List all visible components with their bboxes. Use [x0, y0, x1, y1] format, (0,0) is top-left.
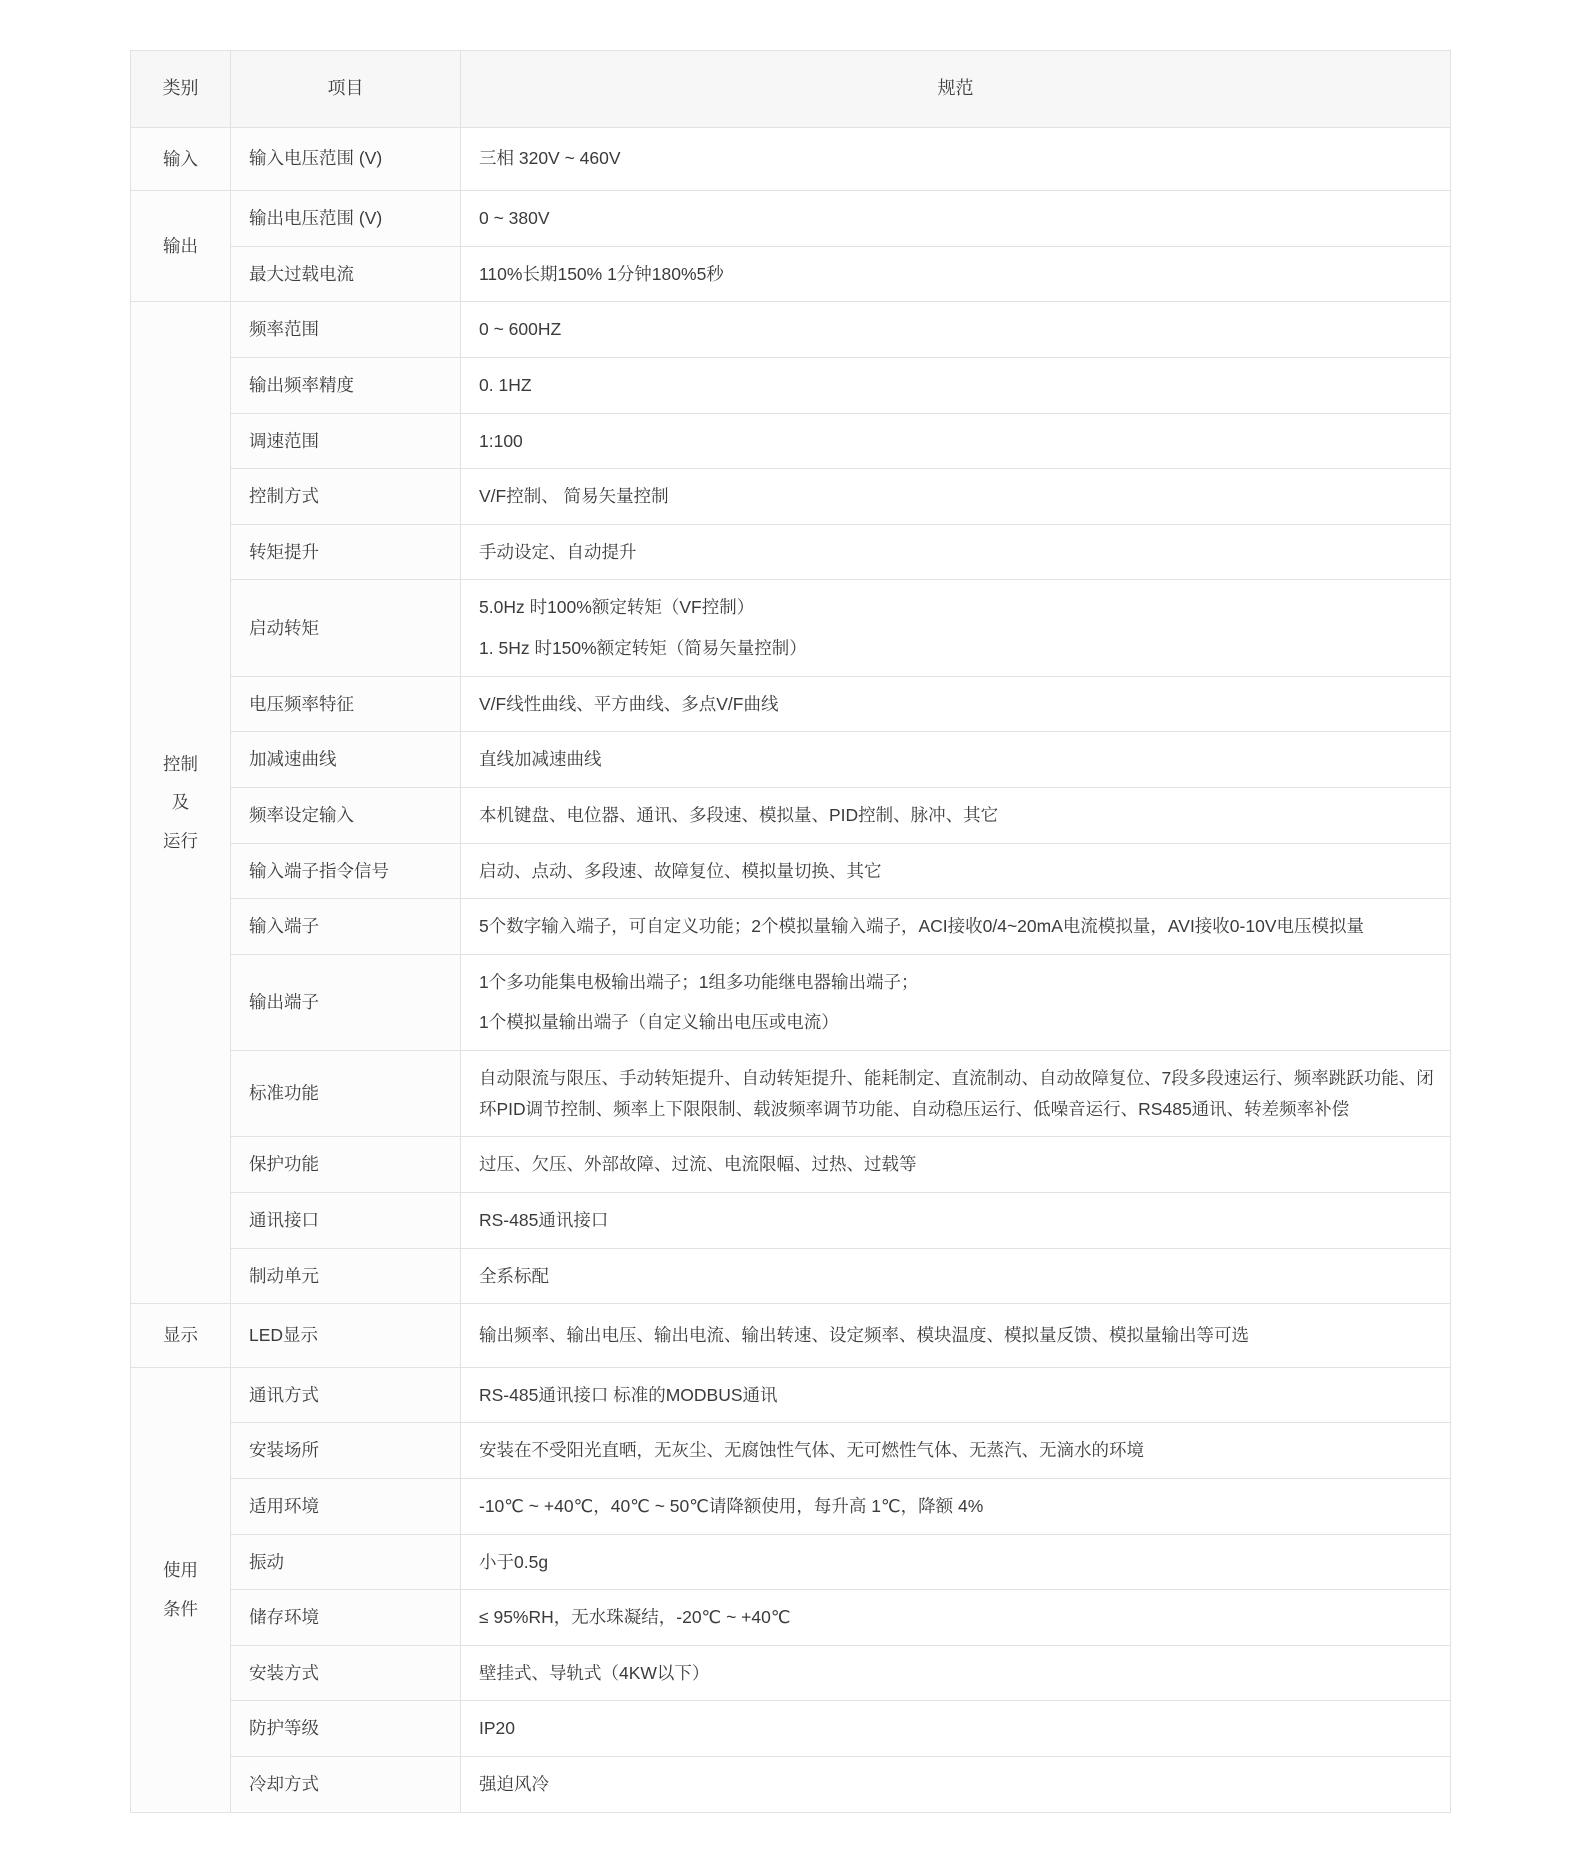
- table-row: [131, 1645, 1451, 1701]
- table-header: [131, 51, 1451, 128]
- row-spec-cell: [461, 357, 1451, 413]
- column-header-spec: 规范: [461, 51, 1451, 128]
- row-spec-cell: [461, 1367, 1451, 1423]
- table-row: [131, 1051, 1451, 1137]
- row-item-cell: 安装方式: [231, 1645, 461, 1701]
- spec-line: 启动、点动、多段速、故障复位、模拟量切换、其它: [479, 860, 882, 881]
- row-spec-cell: [461, 413, 1451, 469]
- row-item-cell: 控制方式: [231, 469, 461, 525]
- row-item-cell: 频率设定输入: [231, 787, 461, 843]
- spec-line: 1个模拟量输出端子（自定义输出电压或电流）: [479, 1012, 839, 1033]
- table-row: [131, 676, 1451, 732]
- row-item-cell: 适用环境: [231, 1478, 461, 1534]
- table-row: [131, 1478, 1451, 1534]
- row-item-cell: 储存环境: [231, 1590, 461, 1646]
- spec-line: IP20: [479, 1718, 515, 1739]
- row-item-cell: LED显示: [231, 1304, 461, 1368]
- row-item-cell: 最大过载电流: [231, 246, 461, 302]
- spec-line: 安装在不受阳光直晒，无灰尘、无腐蚀性气体、无可燃性气体、无蒸汽、无滴水的环境: [479, 1440, 1144, 1461]
- row-spec-cell: [461, 676, 1451, 732]
- spec-line: V/F线性曲线、平方曲线、多点V/F曲线: [479, 693, 779, 714]
- table-header-row: [131, 51, 1451, 128]
- row-spec-cell: [461, 1701, 1451, 1757]
- spec-line: 1. 5Hz 时150%额定转矩（简易矢量控制）: [479, 638, 807, 658]
- spec-line: 手动设定、自动提升: [479, 541, 637, 562]
- category-label-line: 使用: [163, 1560, 198, 1581]
- row-item-cell: 频率范围: [231, 302, 461, 358]
- spec-line: 1:100: [479, 430, 523, 451]
- table-row: [131, 899, 1451, 955]
- row-item-cell: 振动: [231, 1534, 461, 1590]
- row-spec-cell: [461, 1423, 1451, 1479]
- row-spec-cell: [461, 1051, 1451, 1137]
- row-spec-cell: [461, 1248, 1451, 1304]
- row-spec-cell: [461, 732, 1451, 788]
- row-item-cell: 制动单元: [231, 1248, 461, 1304]
- table-row: [131, 1757, 1451, 1813]
- table-row: [131, 524, 1451, 580]
- row-item-cell: 安装场所: [231, 1423, 461, 1479]
- row-spec-cell: [461, 843, 1451, 899]
- spec-line: 三相 320V ~ 460V: [479, 148, 621, 169]
- row-item-cell: 输出电压范围 (V): [231, 191, 461, 247]
- spec-line: 0. 1HZ: [479, 374, 532, 395]
- row-spec-cell: [461, 1645, 1451, 1701]
- row-item-cell: 电压频率特征: [231, 676, 461, 732]
- row-item-cell: 输出端子: [231, 954, 461, 1050]
- spec-line: 自动限流与限压、手动转矩提升、自动转矩提升、能耗制定、直流制动、自动故障复位、7段多段速运行、频率跳跃功能、闭环PID调节控制、频率上下限限制、载波频率调节功能、自动稳压运行、低噪音运行、RS485通讯、转差频率补偿: [479, 1068, 1434, 1119]
- table-row: [131, 1304, 1451, 1368]
- table-row: [131, 127, 1451, 191]
- row-spec-cell: [461, 469, 1451, 525]
- table-row: [131, 1701, 1451, 1757]
- row-item-cell: 通讯方式: [231, 1367, 461, 1423]
- column-header-category: 类别: [131, 51, 231, 128]
- row-item-cell: 加减速曲线: [231, 732, 461, 788]
- row-item-cell: 转矩提升: [231, 524, 461, 580]
- spec-line: RS-485通讯接口: [479, 1209, 609, 1230]
- table-row: [131, 246, 1451, 302]
- spec-line: 小于0.5g: [479, 1551, 549, 1572]
- spec-line: 1个多功能集电极输出端子；1组多功能继电器输出端子；: [479, 971, 919, 992]
- row-spec-cell: [461, 524, 1451, 580]
- row-item-cell: 标准功能: [231, 1051, 461, 1137]
- column-header-item: 项目: [231, 51, 461, 128]
- spec-line: 本机键盘、电位器、通讯、多段速、模拟量、PID控制、脉冲、其它: [479, 804, 999, 825]
- row-spec-cell: [461, 302, 1451, 358]
- spec-line: 110%长期150% 1分钟180%5秒: [479, 263, 724, 284]
- row-item-cell: 输入端子: [231, 899, 461, 955]
- category-label-line: 条件: [163, 1598, 198, 1619]
- spec-line: 0 ~ 380V: [479, 208, 550, 228]
- table-row: [131, 1192, 1451, 1248]
- spec-line: RS-485通讯接口 标准的MODBUS通讯: [479, 1384, 778, 1405]
- row-item-cell: 调速范围: [231, 413, 461, 469]
- table-row: [131, 787, 1451, 843]
- row-spec-cell: [461, 1757, 1451, 1813]
- table-row: [131, 1248, 1451, 1304]
- table-row: [131, 191, 1451, 247]
- table-row: [131, 413, 1451, 469]
- spec-line: V/F控制、 简易矢量控制: [479, 486, 669, 507]
- row-item-cell: 输入端子指令信号: [231, 843, 461, 899]
- row-item-cell: 保护功能: [231, 1137, 461, 1193]
- category-label-line: 运行: [163, 830, 198, 851]
- row-spec-cell: [461, 1534, 1451, 1590]
- table-row: [131, 1423, 1451, 1479]
- row-item-cell: 启动转矩: [231, 580, 461, 676]
- row-category-cell: [131, 302, 231, 1304]
- table-row: [131, 1590, 1451, 1646]
- spec-line: ≤ 95%RH，无水珠凝结，-20℃ ~ +40℃: [479, 1607, 791, 1628]
- table-body: [131, 127, 1451, 1812]
- row-item-cell: 输出频率精度: [231, 357, 461, 413]
- table-row: [131, 954, 1451, 1050]
- spec-line: 强迫风冷: [479, 1774, 549, 1794]
- spec-line: 5个数字输入端子，可自定义功能；2个模拟量输入端子，ACI接收0/4~20mA电流模拟量，AVI接收0-10V电压模拟量: [479, 916, 1365, 937]
- row-category-cell: 输出: [131, 191, 231, 302]
- row-spec-cell: [461, 191, 1451, 247]
- row-spec-cell: [461, 1590, 1451, 1646]
- row-item-cell: 通讯接口: [231, 1192, 461, 1248]
- category-label-line: 及: [171, 792, 190, 813]
- row-category-cell: [131, 1367, 231, 1812]
- spec-line: 全系标配: [479, 1265, 549, 1286]
- table-row: [131, 732, 1451, 788]
- spec-line: 过压、欠压、外部故障、过流、电流限幅、过热、过载等: [479, 1154, 917, 1175]
- row-spec-cell: [461, 127, 1451, 191]
- table-row: [131, 1534, 1451, 1590]
- row-spec-cell: [461, 580, 1451, 676]
- category-label-line: 控制: [163, 753, 198, 774]
- row-item-cell: 输入电压范围 (V): [231, 127, 461, 191]
- spec-line: 5.0Hz 时100%额定转矩（VF控制）: [479, 597, 755, 618]
- spec-line: -10℃ ~ +40℃，40℃ ~ 50℃请降额使用，每升高 1℃，降额 4%: [479, 1495, 984, 1516]
- row-spec-cell: [461, 954, 1451, 1050]
- table-row: [131, 1137, 1451, 1193]
- table-row: [131, 357, 1451, 413]
- row-spec-cell: [461, 899, 1451, 955]
- spec-line: 直线加减速曲线: [479, 749, 602, 770]
- spec-line: 输出频率、输出电压、输出电流、输出转速、设定频率、模块温度、模拟量反馈、模拟量输出等可选: [479, 1325, 1249, 1346]
- row-spec-cell: [461, 1192, 1451, 1248]
- table-row: [131, 843, 1451, 899]
- spec-line: 壁挂式、导轨式（4KW以下）: [479, 1662, 710, 1683]
- row-item-cell: 冷却方式: [231, 1757, 461, 1813]
- table-row: [131, 1367, 1451, 1423]
- table-row: [131, 580, 1451, 676]
- row-spec-cell: [461, 1478, 1451, 1534]
- spec-line: 0 ~ 600HZ: [479, 319, 562, 340]
- row-category-cell: 显示: [131, 1304, 231, 1368]
- row-category-cell: 输入: [131, 127, 231, 191]
- row-spec-cell: [461, 787, 1451, 843]
- table-row: [131, 469, 1451, 525]
- table-row: [131, 302, 1451, 358]
- row-spec-cell: [461, 246, 1451, 302]
- row-item-cell: 防护等级: [231, 1701, 461, 1757]
- specification-table: [130, 50, 1451, 1813]
- row-spec-cell: [461, 1137, 1451, 1193]
- row-spec-cell: [461, 1304, 1451, 1368]
